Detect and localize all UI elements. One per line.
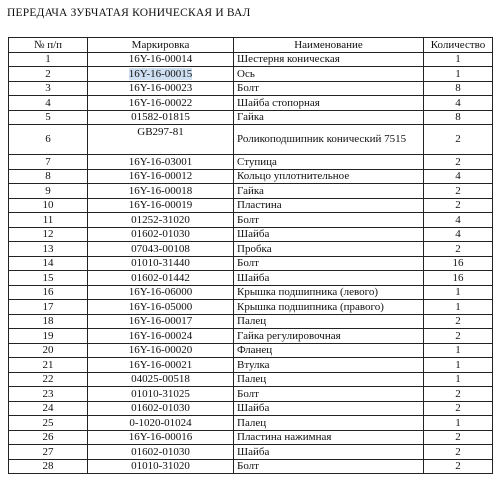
cell-quantity: 8 bbox=[424, 110, 493, 125]
cell-number: 4 bbox=[9, 96, 88, 111]
table-row bbox=[9, 198, 493, 213]
cell-number: 7 bbox=[9, 155, 88, 170]
cell-number: 20 bbox=[9, 343, 88, 358]
table-row bbox=[9, 155, 493, 170]
cell-marking: 16Y-16-00018 bbox=[88, 184, 234, 199]
cell-name: Болт bbox=[234, 213, 424, 228]
cell-name: Шайба стопорная bbox=[234, 96, 424, 111]
cell-name: Болт bbox=[234, 459, 424, 474]
cell-name: Пластина bbox=[234, 198, 424, 213]
cell-number: 15 bbox=[9, 271, 88, 286]
cell-number: 12 bbox=[9, 227, 88, 242]
table-row bbox=[9, 343, 493, 358]
cell-quantity: 4 bbox=[424, 227, 493, 242]
cell-name: Гайка bbox=[234, 110, 424, 125]
cell-number: 11 bbox=[9, 213, 88, 228]
table-row bbox=[9, 52, 493, 67]
cell-marking: 01010-31025 bbox=[88, 387, 234, 402]
cell-marking: 01010-31020 bbox=[88, 459, 234, 474]
cell-quantity: 2 bbox=[424, 198, 493, 213]
cell-name: Болт bbox=[234, 81, 424, 96]
cell-quantity: 2 bbox=[424, 459, 493, 474]
cell-number: 2 bbox=[9, 67, 88, 82]
cell-number: 18 bbox=[9, 314, 88, 329]
cell-quantity: 1 bbox=[424, 67, 493, 82]
table-row bbox=[9, 67, 493, 82]
cell-marking: 01582-01815 bbox=[88, 110, 234, 125]
cell-marking: 16Y-16-00022 bbox=[88, 96, 234, 111]
cell-number: 27 bbox=[9, 445, 88, 460]
cell-quantity: 1 bbox=[424, 416, 493, 431]
cell-number: 19 bbox=[9, 329, 88, 344]
table-row bbox=[9, 401, 493, 416]
table-row bbox=[9, 430, 493, 445]
parts-table bbox=[8, 37, 493, 474]
cell-number: 16 bbox=[9, 285, 88, 300]
table-row bbox=[9, 169, 493, 184]
cell-quantity: 1 bbox=[424, 300, 493, 315]
cell-number: 3 bbox=[9, 81, 88, 96]
cell-quantity: 2 bbox=[424, 242, 493, 257]
cell-quantity: 2 bbox=[424, 401, 493, 416]
table-row bbox=[9, 227, 493, 242]
cell-name: Роликоподшипник конический 7515 bbox=[234, 125, 424, 155]
cell-name: Крышка подшипника (левого) bbox=[234, 285, 424, 300]
cell-name: Болт bbox=[234, 387, 424, 402]
cell-marking: 16Y-16-00014 bbox=[88, 52, 234, 67]
cell-number: 6 bbox=[9, 125, 88, 155]
table-row bbox=[9, 445, 493, 460]
header-quantity: Количество bbox=[424, 38, 493, 53]
table-row bbox=[9, 387, 493, 402]
table-row bbox=[9, 358, 493, 373]
cell-quantity: 2 bbox=[424, 155, 493, 170]
cell-number: 9 bbox=[9, 184, 88, 199]
cell-quantity: 1 bbox=[424, 358, 493, 373]
table-row bbox=[9, 314, 493, 329]
cell-number: 23 bbox=[9, 387, 88, 402]
cell-quantity: 1 bbox=[424, 372, 493, 387]
cell-name: Шестерня коническая bbox=[234, 52, 424, 67]
cell-name: Пластина нажимная bbox=[234, 430, 424, 445]
cell-marking: 16Y-16-05000 bbox=[88, 300, 234, 315]
cell-quantity: 16 bbox=[424, 256, 493, 271]
cell-number: 17 bbox=[9, 300, 88, 315]
cell-marking: 01602-01030 bbox=[88, 227, 234, 242]
header-name: Наименование bbox=[234, 38, 424, 53]
table-row bbox=[9, 285, 493, 300]
cell-number: 24 bbox=[9, 401, 88, 416]
cell-marking: 01252-31020 bbox=[88, 213, 234, 228]
cell-marking: 16Y-16-03001 bbox=[88, 155, 234, 170]
cell-quantity: 1 bbox=[424, 343, 493, 358]
table-row bbox=[9, 459, 493, 474]
cell-quantity: 2 bbox=[424, 387, 493, 402]
cell-marking: 07043-00108 bbox=[88, 242, 234, 257]
table-row bbox=[9, 96, 493, 111]
cell-name: Гайка регулировочная bbox=[234, 329, 424, 344]
cell-name: Пробка bbox=[234, 242, 424, 257]
cell-marking: 01010-31440 bbox=[88, 256, 234, 271]
cell-quantity: 8 bbox=[424, 81, 493, 96]
table-row bbox=[9, 416, 493, 431]
cell-marking: 04025-00518 bbox=[88, 372, 234, 387]
cell-name: Шайба bbox=[234, 445, 424, 460]
cell-number: 8 bbox=[9, 169, 88, 184]
table-header-row bbox=[9, 38, 493, 53]
cell-marking: 16Y-16-00019 bbox=[88, 198, 234, 213]
cell-number: 21 bbox=[9, 358, 88, 373]
table-row bbox=[9, 110, 493, 125]
cell-name: Втулка bbox=[234, 358, 424, 373]
table-row bbox=[9, 300, 493, 315]
table-row bbox=[9, 184, 493, 199]
cell-number: 14 bbox=[9, 256, 88, 271]
cell-marking: GB297-81 bbox=[88, 125, 234, 155]
cell-marking: 16Y-16-00012 bbox=[88, 169, 234, 184]
cell-quantity: 16 bbox=[424, 271, 493, 286]
header-number: № п/п bbox=[9, 38, 88, 53]
table-body bbox=[9, 52, 493, 474]
table-row bbox=[9, 256, 493, 271]
cell-name: Крышка подшипника (правого) bbox=[234, 300, 424, 315]
cell-quantity: 4 bbox=[424, 213, 493, 228]
cell-name: Гайка bbox=[234, 184, 424, 199]
table-row bbox=[9, 271, 493, 286]
table-row bbox=[9, 242, 493, 257]
cell-name: Палец bbox=[234, 372, 424, 387]
cell-marking: 16Y-16-00020 bbox=[88, 343, 234, 358]
cell-number: 26 bbox=[9, 430, 88, 445]
cell-quantity: 4 bbox=[424, 96, 493, 111]
cell-name: Ось bbox=[234, 67, 424, 82]
cell-number: 5 bbox=[9, 110, 88, 125]
cell-name: Шайба bbox=[234, 271, 424, 286]
table-row bbox=[9, 329, 493, 344]
cell-marking: 16Y-16-00023 bbox=[88, 81, 234, 96]
cell-marking: 16Y-16-00021 bbox=[88, 358, 234, 373]
cell-name: Кольцо уплотнительное bbox=[234, 169, 424, 184]
document-title: ПЕРЕДАЧА ЗУБЧАТАЯ КОНИЧЕСКАЯ И ВАЛ bbox=[7, 7, 251, 19]
cell-marking: 01602-01030 bbox=[88, 401, 234, 416]
cell-quantity: 2 bbox=[424, 430, 493, 445]
cell-number: 10 bbox=[9, 198, 88, 213]
cell-name: Болт bbox=[234, 256, 424, 271]
cell-name: Шайба bbox=[234, 227, 424, 242]
cell-marking: 16Y-16-00016 bbox=[88, 430, 234, 445]
cell-number: 22 bbox=[9, 372, 88, 387]
cell-name: Палец bbox=[234, 314, 424, 329]
header-marking: Маркировка bbox=[88, 38, 234, 53]
cell-marking: 16Y-16-00017 bbox=[88, 314, 234, 329]
table-row bbox=[9, 213, 493, 228]
table-row bbox=[9, 372, 493, 387]
cell-quantity: 2 bbox=[424, 445, 493, 460]
cell-quantity: 4 bbox=[424, 169, 493, 184]
cell-marking: 0-1020-01024 bbox=[88, 416, 234, 431]
cell-name: Фланец bbox=[234, 343, 424, 358]
cell-quantity: 1 bbox=[424, 285, 493, 300]
cell-number: 28 bbox=[9, 459, 88, 474]
cell-name: Палец bbox=[234, 416, 424, 431]
cell-number: 25 bbox=[9, 416, 88, 431]
cell-marking bbox=[88, 67, 234, 82]
cell-quantity: 2 bbox=[424, 314, 493, 329]
cell-quantity: 2 bbox=[424, 125, 493, 155]
cell-quantity: 2 bbox=[424, 329, 493, 344]
cell-marking: 01602-01442 bbox=[88, 271, 234, 286]
table-row bbox=[9, 125, 493, 155]
table-row bbox=[9, 81, 493, 96]
selected-text[interactable]: 16Y-16-00015 bbox=[128, 67, 193, 80]
cell-number: 1 bbox=[9, 52, 88, 67]
cell-marking: 01602-01030 bbox=[88, 445, 234, 460]
cell-marking: 16Y-16-06000 bbox=[88, 285, 234, 300]
cell-name: Ступица bbox=[234, 155, 424, 170]
cell-marking: 16Y-16-00024 bbox=[88, 329, 234, 344]
cell-name: Шайба bbox=[234, 401, 424, 416]
cell-quantity: 1 bbox=[424, 52, 493, 67]
cell-quantity: 2 bbox=[424, 184, 493, 199]
cell-number: 13 bbox=[9, 242, 88, 257]
